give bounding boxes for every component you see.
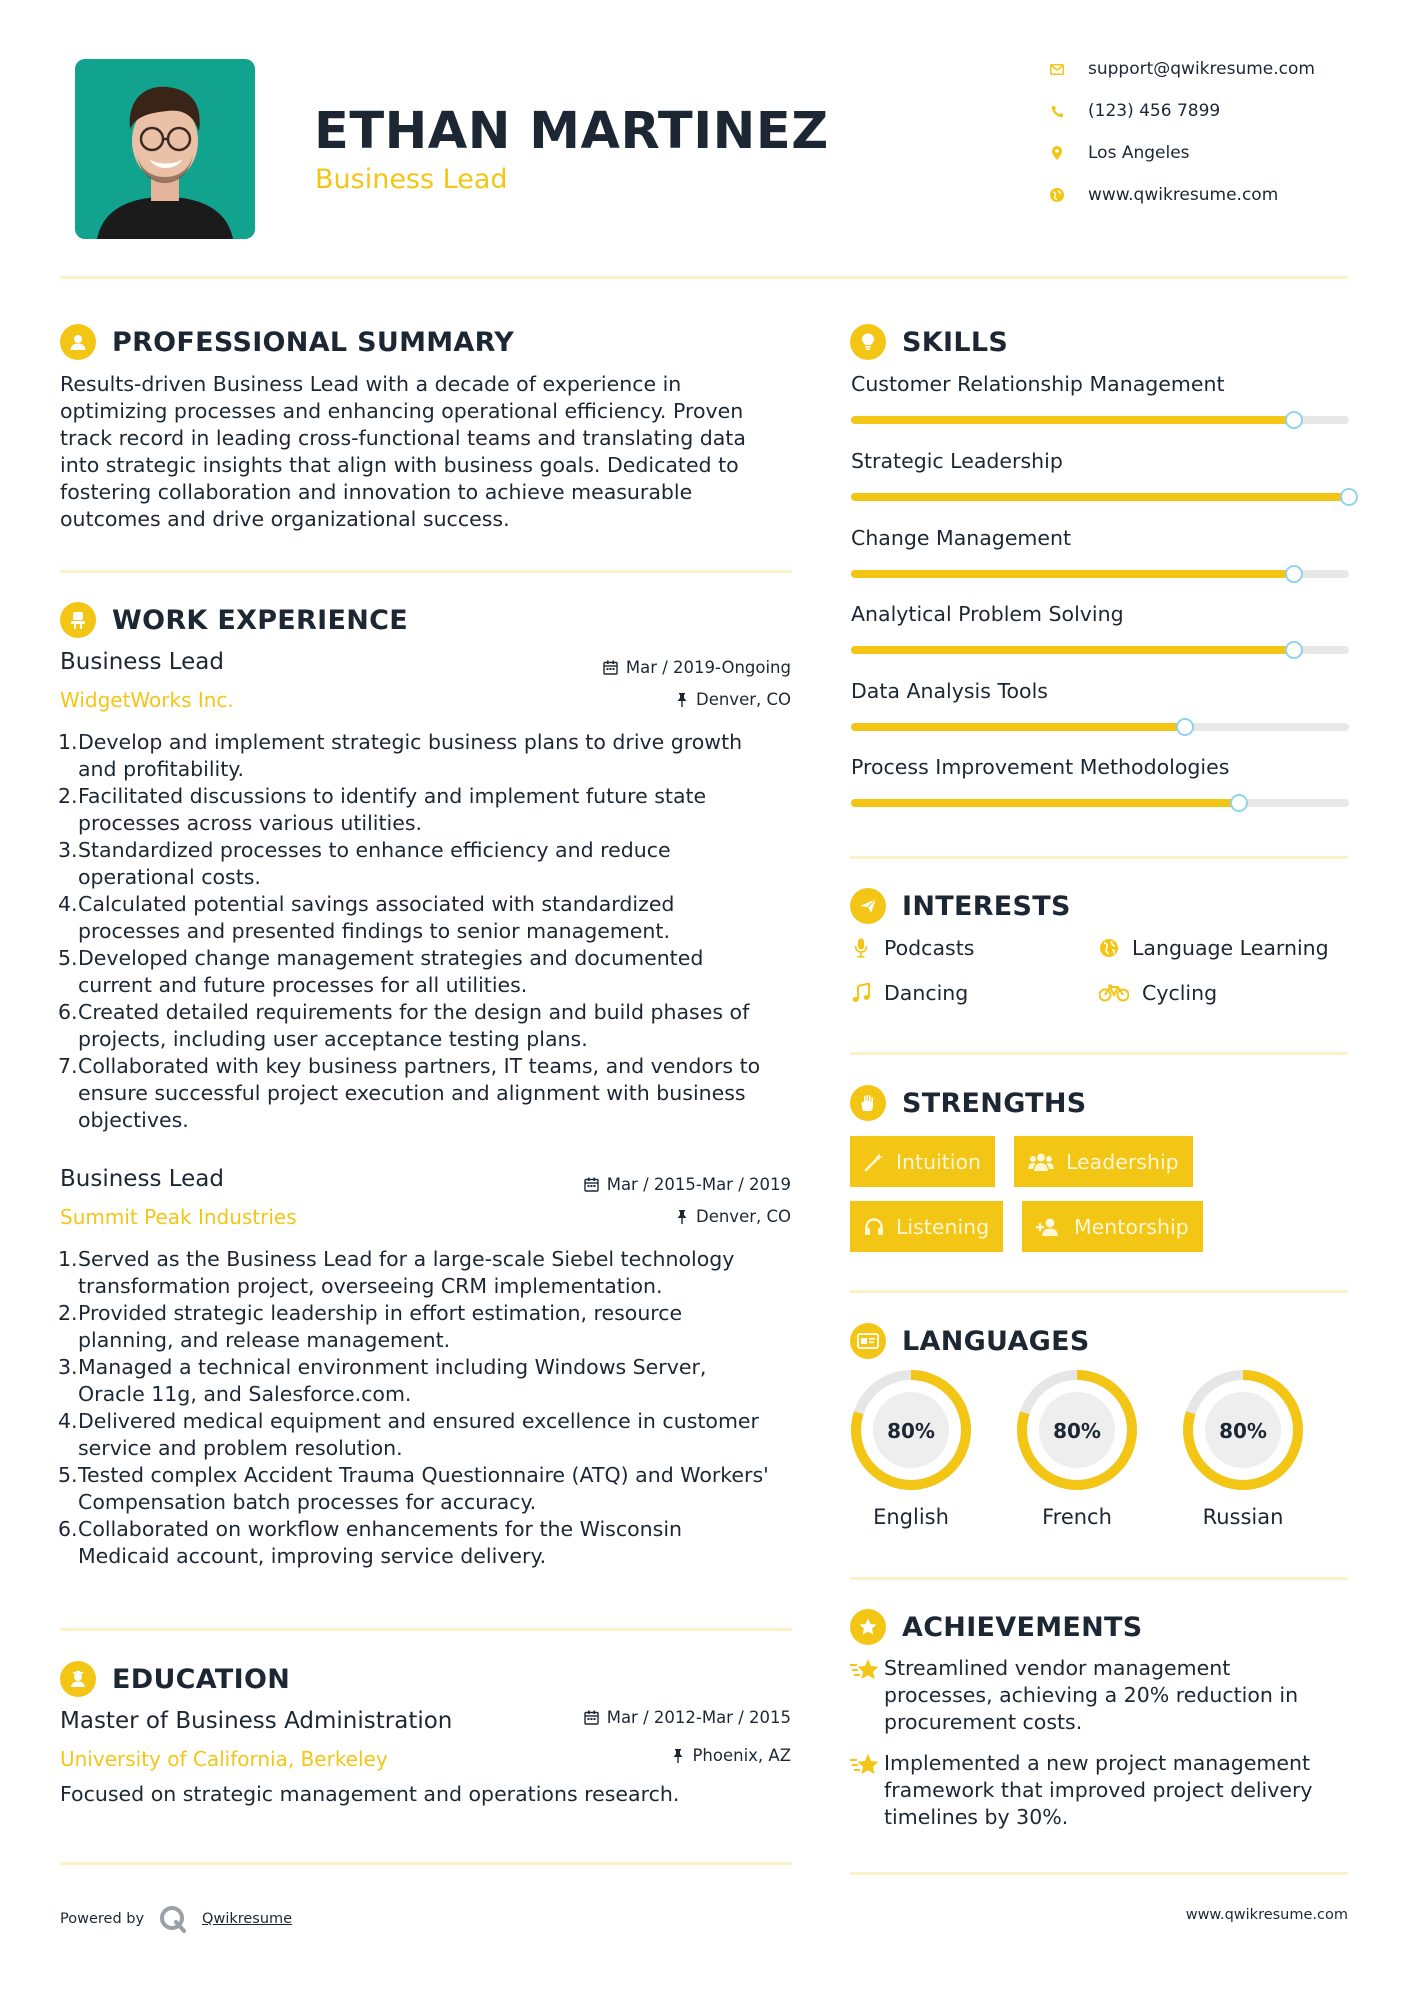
duty-line: planning, and release management.	[78, 1328, 451, 1352]
education-location	[531, 1746, 791, 1765]
language-percent: 80%	[1219, 1419, 1267, 1443]
duty-line: ensure successful project execution and alignment with business	[78, 1081, 746, 1105]
language-percent: 80%	[887, 1419, 935, 1443]
contact-email[interactable]	[1049, 57, 1349, 81]
list-number: 6.	[58, 1000, 78, 1024]
job-location	[531, 690, 791, 709]
education-dates	[531, 1708, 791, 1727]
list-number: 4.	[58, 1409, 78, 1433]
list-item	[60, 1408, 800, 1462]
achievements-heading: ACHIEVEMENTS	[902, 1611, 1143, 1643]
achievement-line: processes, achieving a 20% reduction in	[884, 1683, 1299, 1707]
calendar-icon	[603, 660, 618, 675]
duty-line: Calculated potential savings associated with standardized	[78, 892, 675, 916]
duty-line: Managed a technical environment including Windows Server,	[78, 1355, 707, 1379]
star-icon	[850, 1750, 884, 1831]
job-duties-list	[60, 729, 800, 1134]
language-name: English	[873, 1505, 949, 1529]
user-plus-icon	[1036, 1217, 1062, 1237]
skill-bar	[851, 416, 1349, 424]
strength-label: Leadership	[1066, 1149, 1179, 1174]
experience-heading: WORK EXPERIENCE	[112, 604, 408, 636]
experience-section-header	[60, 600, 408, 640]
music-icon	[850, 982, 872, 1004]
education-heading: EDUCATION	[112, 1663, 291, 1695]
language-ring	[850, 1369, 972, 1491]
section-divider	[850, 1052, 1348, 1055]
summary-section-header	[60, 322, 514, 362]
list-item	[60, 837, 800, 891]
achievement-line: timelines by 30%.	[884, 1805, 1069, 1829]
education-description: Focused on strategic management and operations research.	[60, 1782, 680, 1806]
achievement-item	[850, 1750, 1348, 1831]
duty-line: operational costs.	[78, 865, 261, 889]
globe-icon	[1049, 187, 1065, 203]
duty-line: Compensation batch processes for accuracy.	[78, 1490, 537, 1514]
achievement-line: procurement costs.	[884, 1710, 1083, 1734]
skill-bar-knob	[1176, 718, 1194, 736]
section-divider	[850, 1872, 1348, 1875]
language-percent: 80%	[1053, 1419, 1101, 1443]
list-item	[60, 1462, 800, 1516]
education-section-header	[60, 1659, 290, 1699]
list-number: 6.	[58, 1517, 78, 1541]
users-icon	[1028, 1152, 1054, 1172]
summary-text	[60, 371, 800, 533]
duty-line: processes and presented findings to senior management.	[78, 919, 670, 943]
calendar-icon	[584, 1710, 599, 1725]
duty-line: Facilitated discussions to identify and implement future state	[78, 784, 707, 808]
duty-line: Collaborated with key business partners, IT teams, and vendors to	[78, 1054, 761, 1078]
strength-tag	[1014, 1136, 1193, 1187]
duty-line: transformation project, overseeing CRM implementation.	[78, 1274, 663, 1298]
list-number: 7.	[58, 1054, 78, 1078]
skill-bar-knob	[1285, 411, 1303, 429]
skill-bar	[851, 646, 1349, 654]
section-divider	[60, 570, 792, 573]
skill-name: Strategic Leadership	[851, 449, 1063, 473]
skill-bar-knob	[1285, 565, 1303, 583]
skill-bar	[851, 570, 1349, 578]
strength-label: Mentorship	[1074, 1214, 1189, 1239]
skills-section-header	[850, 322, 1008, 362]
list-item	[60, 945, 800, 999]
achievement-line: Streamlined vendor management	[884, 1656, 1231, 1680]
skill-bar-fill	[851, 570, 1294, 578]
job-duties-list	[60, 1246, 800, 1570]
contact-phone-text: (123) 456 7899	[1088, 101, 1221, 121]
list-number: 4.	[58, 892, 78, 916]
magic-wand-icon	[864, 1152, 884, 1172]
list-item	[60, 1516, 800, 1570]
duty-line: Collaborated on workflow enhancements for the Wisconsin	[78, 1517, 683, 1541]
list-item	[60, 1354, 800, 1408]
duty-line: and profitability.	[78, 757, 244, 781]
skill-name: Change Management	[851, 526, 1072, 550]
duty-line: Oracle 11g, and Salesforce.com.	[78, 1382, 412, 1406]
list-item	[60, 891, 800, 945]
skill-bar-fill	[851, 723, 1185, 731]
id-card-icon	[850, 1323, 886, 1359]
duty-line: Developed change management strategies and documented	[78, 946, 704, 970]
duty-line: projects, including user acceptance testing plans.	[78, 1027, 588, 1051]
interest-label: Podcasts	[884, 936, 975, 960]
contact-phone[interactable]	[1049, 99, 1349, 123]
calendar-icon	[584, 1177, 599, 1192]
job-location	[531, 1207, 791, 1226]
skill-name: Data Analysis Tools	[851, 679, 1048, 703]
list-item	[60, 999, 800, 1053]
job-dates-text: Mar / 2015-Mar / 2019	[606, 1175, 791, 1194]
star-icon	[850, 1655, 884, 1736]
job-dates	[531, 658, 791, 677]
interest-label: Cycling	[1142, 981, 1218, 1005]
achievement-item	[850, 1655, 1348, 1736]
lightbulb-icon	[850, 324, 886, 360]
skill-name: Process Improvement Methodologies	[851, 755, 1230, 779]
contact-location-text: Los Angeles	[1088, 143, 1190, 163]
education-dates-text: Mar / 2012-Mar / 2015	[606, 1708, 791, 1727]
candidate-title: Business Lead	[315, 164, 508, 195]
section-divider	[60, 1862, 792, 1865]
list-number: 5.	[58, 1463, 78, 1487]
skill-bar-knob	[1285, 641, 1303, 659]
list-number: 1.	[58, 730, 78, 754]
contact-website-text: www.qwikresume.com	[1088, 185, 1279, 205]
interest-item	[850, 981, 968, 1005]
interest-item	[850, 936, 974, 960]
skill-name: Analytical Problem Solving	[851, 602, 1124, 626]
duty-line: Medicaid account, improving service delivery.	[78, 1544, 547, 1568]
achievement-line: Implemented a new project management	[884, 1751, 1311, 1775]
pushpin-icon	[676, 693, 688, 707]
interest-item	[1098, 981, 1217, 1005]
footer-branding	[60, 1904, 292, 1934]
strength-tag	[850, 1201, 1003, 1252]
skill-bar-fill	[851, 646, 1294, 654]
job-title: Business Lead	[60, 1166, 224, 1192]
globe-icon	[1098, 937, 1120, 959]
skill-bar	[851, 723, 1349, 731]
profile-photo	[75, 59, 255, 239]
section-divider	[60, 1628, 792, 1631]
interest-label: Language Learning	[1132, 936, 1329, 960]
skill-bar	[851, 493, 1349, 501]
job-company: Summit Peak Industries	[60, 1205, 297, 1229]
qwikresume-logo-icon	[158, 1904, 188, 1934]
language-name: French	[1042, 1505, 1112, 1529]
summary-line: Results-driven Business Lead with a decade of experience in	[60, 372, 682, 396]
school-name: University of California, Berkeley	[60, 1747, 388, 1771]
education-location-text: Phoenix, AZ	[692, 1746, 791, 1765]
languages-section-header	[850, 1321, 1090, 1361]
summary-heading: PROFESSIONAL SUMMARY	[112, 326, 515, 358]
job-title: Business Lead	[60, 649, 224, 675]
achievement-line: framework that improved project delivery	[884, 1778, 1313, 1802]
section-divider	[850, 1577, 1348, 1580]
job-location-text: Denver, CO	[695, 690, 791, 709]
skill-bar-fill	[851, 416, 1294, 424]
duty-line: Tested complex Accident Trauma Questionnaire (ATQ) and Workers'	[78, 1463, 769, 1487]
strength-label: Intuition	[896, 1149, 982, 1174]
summary-line: track record in leading cross-functional teams and translating data	[60, 426, 746, 450]
interests-heading: INTERESTS	[902, 890, 1071, 922]
microphone-icon	[850, 937, 872, 959]
duty-line: Standardized processes to enhance efficiency and reduce	[78, 838, 671, 862]
interest-label: Dancing	[884, 981, 969, 1005]
summary-line: optimizing processes and enhancing operational efficiency. Proven	[60, 399, 744, 423]
languages-heading: LANGUAGES	[902, 1325, 1090, 1357]
paper-plane-icon	[850, 888, 886, 924]
duty-line: Develop and implement strategic business plans to drive growth	[78, 730, 743, 754]
section-divider	[850, 856, 1348, 859]
list-item	[60, 1300, 800, 1354]
summary-line: into strategic insights that align with business goals. Dedicated to	[60, 453, 739, 477]
degree-title: Master of Business Administration	[60, 1708, 453, 1734]
duty-line: Created detailed requirements for the design and build phases of	[78, 1000, 750, 1024]
skill-bar-fill	[851, 493, 1349, 501]
qwikresume-link[interactable]: Qwikresume	[202, 1911, 293, 1927]
duty-line: Provided strategic leadership in effort estimation, resource	[78, 1301, 683, 1325]
envelope-icon	[1049, 61, 1065, 77]
list-number: 2.	[58, 784, 78, 808]
chair-icon	[60, 602, 96, 638]
job-dates-text: Mar / 2019-Ongoing	[625, 658, 791, 677]
user-icon	[60, 324, 96, 360]
hand-icon	[850, 1085, 886, 1121]
duty-line: Delivered medical equipment and ensured excellence in customer	[78, 1409, 759, 1433]
list-number: 1.	[58, 1247, 78, 1271]
job-location-text: Denver, CO	[695, 1207, 791, 1226]
header-divider	[60, 276, 1348, 279]
skills-heading: SKILLS	[902, 326, 1009, 358]
footer-website[interactable]: www.qwikresume.com	[1185, 1907, 1348, 1923]
map-marker-icon	[1049, 145, 1065, 161]
skill-bar-knob	[1340, 488, 1358, 506]
job-dates	[531, 1175, 791, 1194]
list-number: 3.	[58, 838, 78, 862]
strength-label: Listening	[896, 1214, 990, 1239]
headphones-icon	[864, 1217, 884, 1237]
skill-name: Customer Relationship Management	[851, 372, 1225, 396]
contact-location	[1049, 141, 1349, 165]
strengths-heading: STRENGTHS	[902, 1087, 1087, 1119]
summary-line: outcomes and drive organizational success.	[60, 507, 510, 531]
achievements-section-header	[850, 1607, 1143, 1647]
job-company: WidgetWorks Inc.	[60, 688, 234, 712]
list-item	[60, 1246, 800, 1300]
strengths-section-header	[850, 1083, 1087, 1123]
duty-line: Served as the Business Lead for a large-scale Siebel technology	[78, 1247, 735, 1271]
contact-email-text: support@qwikresume.com	[1088, 59, 1315, 79]
star-icon	[850, 1609, 886, 1645]
language-ring	[1016, 1369, 1138, 1491]
list-number: 3.	[58, 1355, 78, 1379]
phone-icon	[1049, 103, 1065, 119]
skill-bar	[851, 799, 1349, 807]
powered-by-text: Powered by	[60, 1911, 145, 1927]
pushpin-icon	[672, 1749, 684, 1763]
list-item	[60, 783, 800, 837]
summary-line: fostering collaboration and innovation to achieve measurable	[60, 480, 693, 504]
skill-bar-knob	[1230, 794, 1248, 812]
list-item	[60, 729, 800, 783]
strength-tag	[1022, 1201, 1203, 1252]
strength-tag	[850, 1136, 995, 1187]
list-number: 5.	[58, 946, 78, 970]
contact-website[interactable]	[1049, 183, 1349, 207]
duty-line: processes across various utilities.	[78, 811, 423, 835]
section-divider	[850, 1290, 1348, 1293]
list-number: 2.	[58, 1301, 78, 1325]
list-item	[60, 1053, 800, 1134]
interest-item	[1098, 936, 1329, 960]
interests-section-header	[850, 886, 1071, 926]
language-ring	[1182, 1369, 1304, 1491]
skill-bar-fill	[851, 799, 1239, 807]
pushpin-icon	[676, 1210, 688, 1224]
candidate-name: ETHAN MARTINEZ	[314, 102, 829, 161]
graduate-icon	[60, 1661, 96, 1697]
duty-line: service and problem resolution.	[78, 1436, 403, 1460]
duty-line: objectives.	[78, 1108, 189, 1132]
duty-line: current and future processes for all utilities.	[78, 973, 528, 997]
bicycle-icon	[1098, 982, 1130, 1004]
language-name: Russian	[1202, 1505, 1284, 1529]
